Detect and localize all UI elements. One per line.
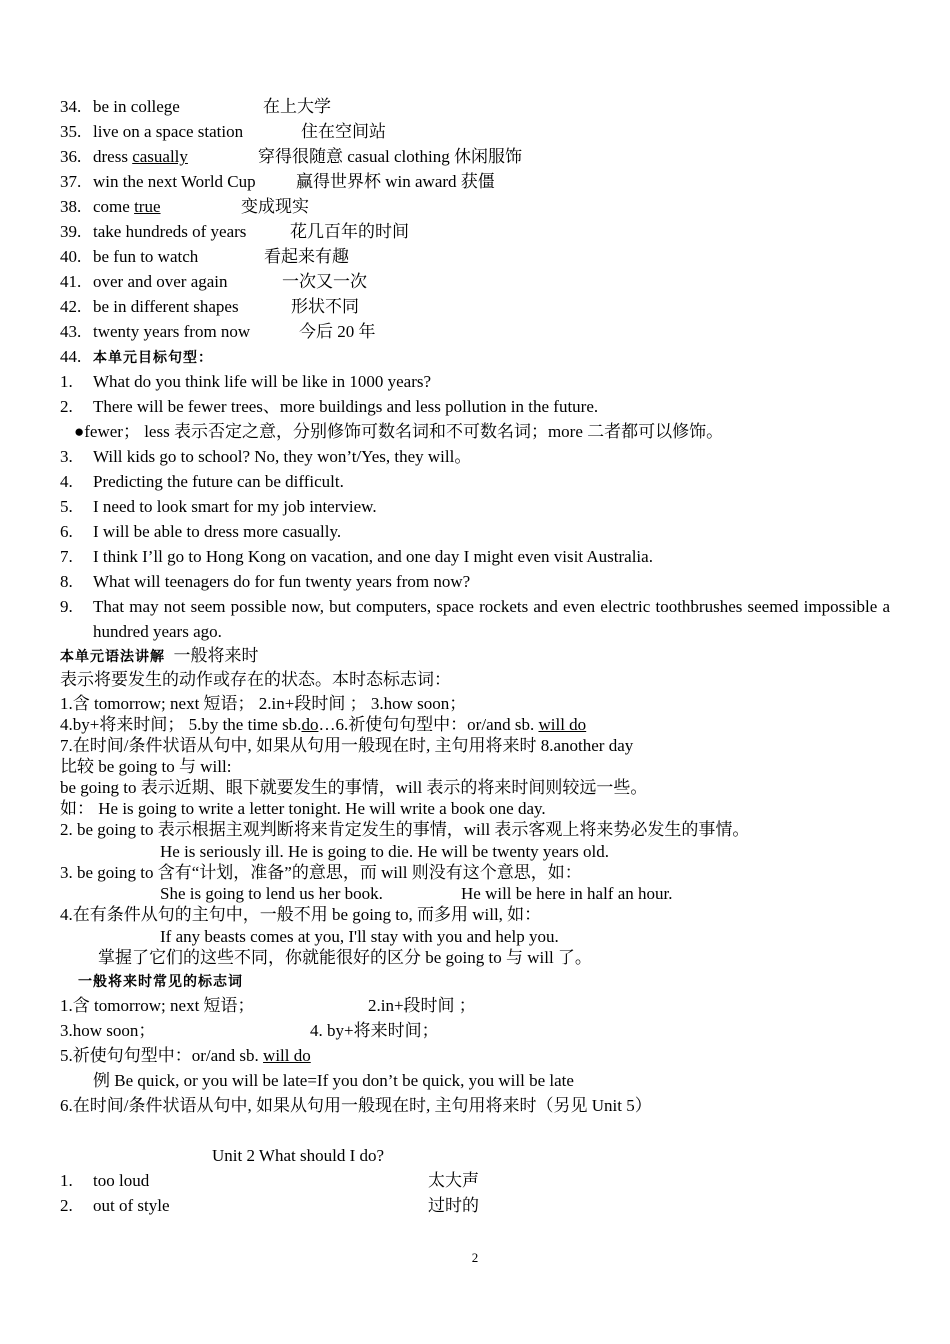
grammar-line: 比较 be going to 与 will: bbox=[60, 757, 232, 776]
vocab-item: 40. be fun to watch 看起来有趣 bbox=[60, 247, 349, 266]
grammar-line: 掌握了它们的这些不同，你就能很好的区分 be going to 与 will 了。 bbox=[98, 948, 592, 967]
target-sentence: 5. I need to look smart for my job interview. bbox=[60, 497, 377, 516]
target-sentence: 3. Will kids go to school? No, they won’t/Yes, they will。 bbox=[60, 447, 472, 466]
grammar-line: 4.by+将来时间； 5.by the time sb.do…6.祈使句句型中：or/and sb. will do bbox=[60, 715, 587, 734]
grammar-heading: 本单元语法讲解 一般将来时 bbox=[60, 646, 259, 665]
grammar-example: He is seriously ill. He is going to die. He will be twenty years old. bbox=[160, 842, 610, 861]
grammar-line: 7.在时间/条件状语从句中, 如果从句用一般现在时, 主句用将来时 8.another day bbox=[60, 736, 634, 755]
target-sentence: 6. I will be able to dress more casually. bbox=[60, 522, 342, 541]
markers-example: 例 Be quick, or you will be late=If you don’t be quick, you will be late bbox=[93, 1071, 574, 1090]
markers-line: 6.在时间/条件状语从句中, 如果从句用一般现在时, 主句用将来时（另见 Unit 5） bbox=[60, 1096, 652, 1115]
grammar-example: She is going to lend us her book. He will be here in half an hour. bbox=[160, 884, 673, 903]
markers-line: 3.how soon； 4. by+将来时间； bbox=[60, 1021, 439, 1040]
grammar-line: 表示将要发生的动作或存在的状态。本时态标志词： bbox=[60, 670, 451, 689]
page-number: 2 bbox=[471, 1250, 479, 1265]
unit2-title: Unit 2 What should I do? bbox=[212, 1146, 385, 1165]
target-sentence: 7. I think I’ll go to Hong Kong on vacation, and one day I might even visit Australia. bbox=[60, 547, 653, 566]
grammar-example: If any beasts comes at you, I'll stay with you and help you. bbox=[160, 927, 559, 946]
vocab-item: 35. live on a space station 住在空间站 bbox=[60, 122, 386, 141]
grammar-line: 1.含 tomorrow; next 短语； 2.in+段时间 ； 3.how soon； bbox=[60, 694, 467, 713]
vocab-item: 38. come true 变成现实 bbox=[60, 197, 309, 216]
unit2-item: 2. out of style 过时的 bbox=[60, 1196, 479, 1215]
markers-line: 5.祈使句句型中：or/and sb. will do bbox=[60, 1046, 311, 1065]
grammar-line: be going to 表示近期、眼下就要发生的事情，will 表示的将来时间则较远一些。 bbox=[60, 778, 648, 797]
grammar-line: 3. be going to 含有“计划，准备”的意思，而 will 则没有这个意思，如： bbox=[60, 863, 582, 882]
grammar-line: 2. be going to 表示根据主观判断将来肯定发生的事情，will 表示客观上将来势必发生的事情。 bbox=[60, 820, 750, 839]
grammar-line: 4.在有条件从句的主句中，一般不用 be going to, 而多用 will, 如： bbox=[60, 905, 542, 924]
markers-heading: 一般将来时常见的标志词 bbox=[78, 974, 243, 990]
vocab-item: 34. be in college 在上大学 bbox=[60, 97, 331, 116]
target-sentences-heading: 44. 本单元目标句型： bbox=[60, 347, 213, 366]
markers-line: 1.含 tomorrow; next 短语； 2.in+段时间 ； bbox=[60, 996, 476, 1015]
target-sentence: 2. There will be fewer trees、more buildings and less pollution in the future. bbox=[60, 397, 599, 416]
unit2-item: 1. too loud 太大声 bbox=[60, 1171, 479, 1190]
fewer-less-note: ●fewer； less 表示否定之意，分别修饰可数名词和不可数名词；more 二者都可以修饰。 bbox=[74, 422, 724, 441]
vocab-item: 42. be in different shapes 形状不同 bbox=[60, 297, 359, 316]
grammar-line: 如： He is going to write a letter tonight. He will write a book one day. bbox=[60, 799, 546, 818]
target-sentence: 1. What do you think life will be like in 1000 years? bbox=[60, 372, 432, 391]
vocab-item: 39. take hundreds of years 花几百年的时间 bbox=[60, 222, 409, 241]
vocab-item: 43. twenty years from now 今后 20 年 bbox=[60, 322, 376, 341]
vocab-item: 36. dress casually 穿得很随意 casual clothing 休闲服饰 bbox=[60, 147, 522, 166]
vocab-item: 41. over and over again 一次又一次 bbox=[60, 272, 367, 291]
target-sentence: 4. Predicting the future can be difficult. bbox=[60, 472, 344, 491]
target-sentence: 8. What will teenagers do for fun twenty years from now? bbox=[60, 572, 471, 591]
vocab-item: 37. win the next World Cup 赢得世界杯 win award 获僵 bbox=[60, 172, 495, 191]
target-sentence: 9. That may not seem possible now, but computers, space rockets and even electric toothbrushes seemed impossible a hundred years ago. bbox=[60, 597, 890, 641]
